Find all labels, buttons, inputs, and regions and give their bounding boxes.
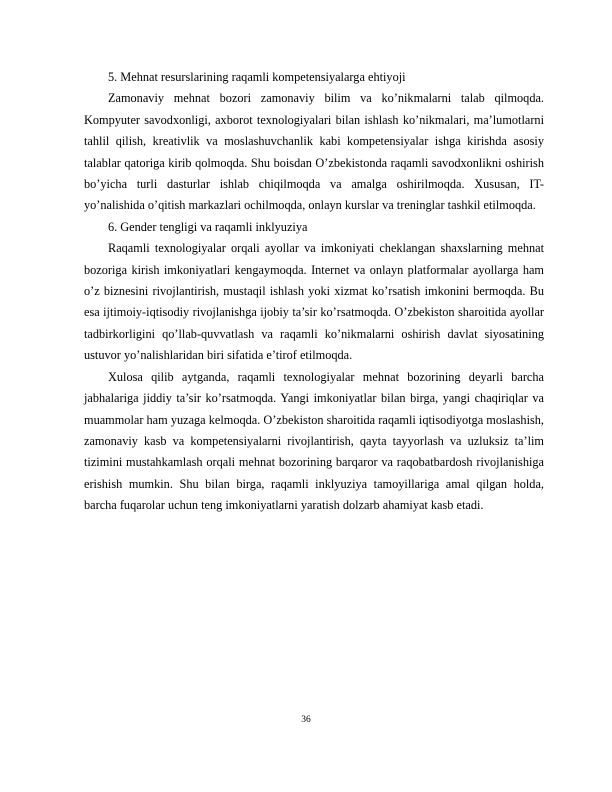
page-body	[84, 67, 544, 517]
section-heading-5: 5. Mehnat resurslarining raqamli kompetensiyalarga ehtiyoji	[108, 70, 406, 84]
section-paragraph-6: Raqamli texnologiyalar orqali ayollar va imkoniyati cheklangan shaxslarning mehnat bozoriga kirish imkoniyatlari kengaymoqda. Internet va onlayn platformalar ayollarga ham o’z biznesini rivojlantirish, mustaqil ishlash yoki xizmat ko’rsatish imkonini bermoqda. Bu esa ijtimoiy-iqtisodiy rivojlanishga ijobiy ta’sir ko’rsatmoqda. O’zbekiston sharoitida ayollar tadbirkorligini qo’llab-quvvatlash va raqamli ko’nikmalarni oshirish davlat siyosatining ustuvor yo’nalishlaridan biri sifatida e’tirof etilmoqda.	[84, 241, 544, 363]
section-heading-6: 6. Gender tengligi va raqamli inklyuziya	[108, 219, 308, 234]
page-number: 36	[301, 715, 311, 725]
section-paragraph-5: Zamonaviy mehnat bozori zamonaviy bilim va ko’nikmalarni talab qilmoqda. Kompyuter savodxonligi, axborot texnologiyalari bilan ishlash ko’nikmalari, ma’lumotlarni tahlil qilish, kreativlik va moslashuvchanlik kabi kompetensiyalar ishga kirishda asosiy talablar qatoriga kirib qolmoqda. Shu boisdan O’zbekistonda raqamli savodxonlikni oshirish bo’yicha turli dasturlar ishlab chiqilmoqda va amalga oshirilmoqda. Xususan, IT-yo’nalishida o’qitish markazlari ochilmoqda, onlayn kurslar va treninglar tashkil etilmoqda.	[84, 91, 544, 213]
conclusion-paragraph: Xulosa qilib aytganda, raqamli texnologiyalar mehnat bozorining deyarli barcha jabhalariga jiddiy ta’sir ko’rsatmoqda. Yangi imkoniyatlar bilan birga, yangi chaqiriqlar va muammolar ham yuzaga kelmoqda. O’zbekiston sharoitida raqamli iqtisodiyotga moslashish, zamonaviy kasb va kompetensiyalarni rivojlantirish, qayta tayyorlash va uzluksiz ta’lim tizimini mustahkamlash orqali mehnat bozorining barqaror va raqobatbardosh rivojlanishiga erishish mumkin. Shu bilan birga, raqamli inklyuziya tamoyillariga amal qilgan holda, barcha fuqarolar uchun teng imkoniyatlarni yaratish dolzarb ahamiyat kasb etadi.	[84, 369, 544, 513]
